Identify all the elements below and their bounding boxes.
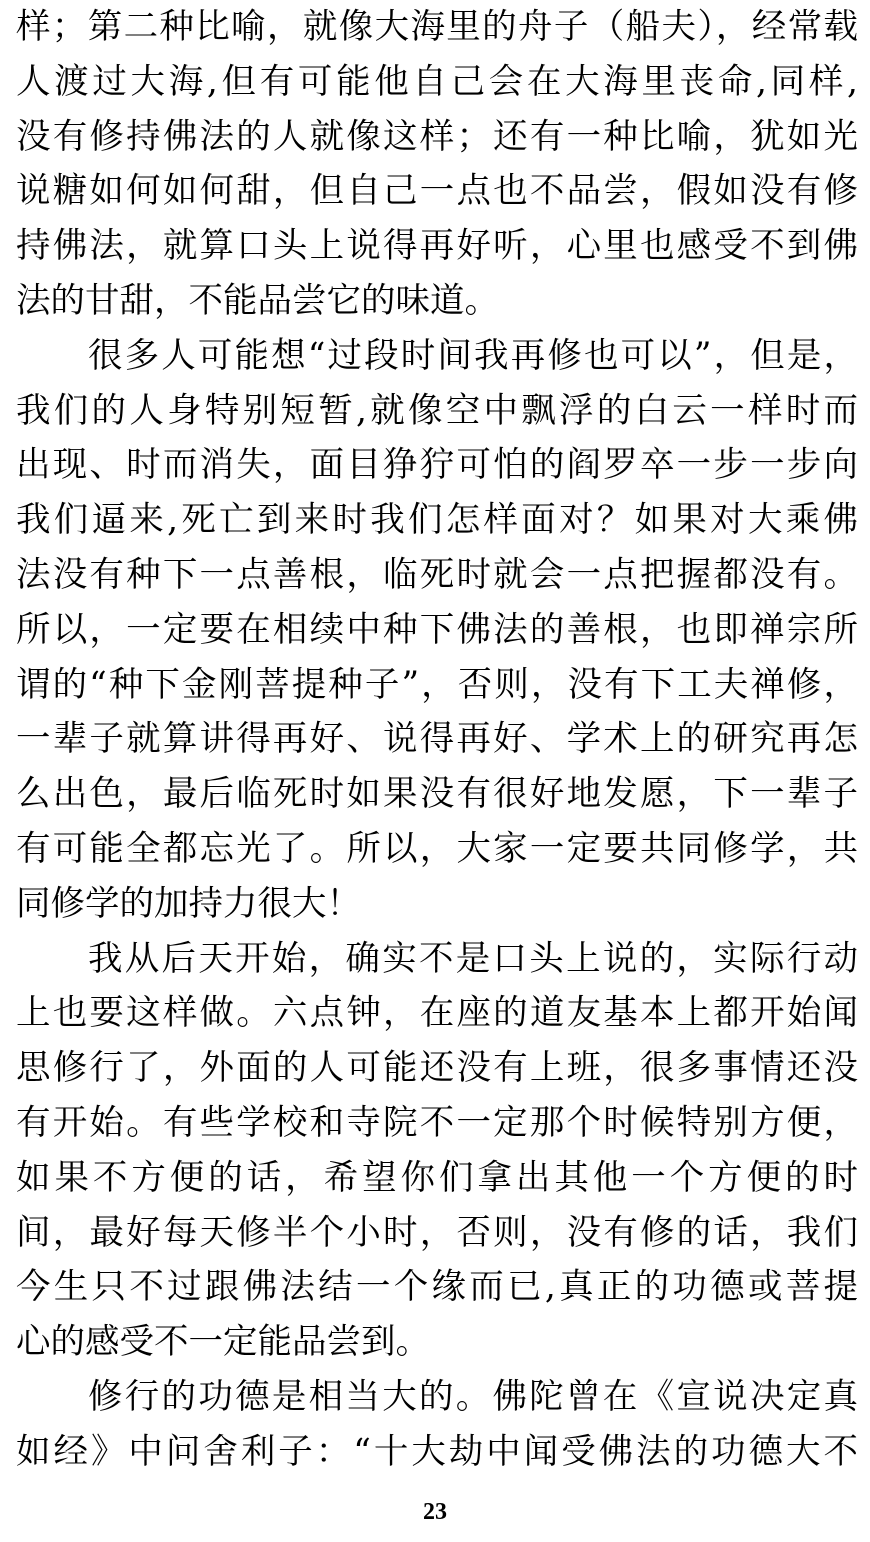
paragraph-first-line: 很多人可能想“过段时间我再修也可以”，但是， [88,335,858,376]
text-line: 有可能全都忘光了。所以，大家一定要共同修学，共 [16,828,858,869]
paragraph-first-line: 修行的功德是相当大的。佛陀曾在《宣说决定真 [88,1376,858,1417]
text-line: 持佛法，就算口头上说得再好听，心里也感受不到佛 [16,226,858,267]
text-line: 法没有种下一点善根，临死时就会一点把握都没有。 [16,554,858,595]
text-line: 如果不方便的话，希望你们拿出其他一个方便的时 [16,1157,858,1198]
text-line: 所以，一定要在相续中种下佛法的善根，也即禅宗所 [16,609,858,650]
text-line: 同修学的加持力很大！ [16,883,361,924]
text-line: 心的感受不一定能品尝到。 [16,1322,430,1363]
text-line: 没有修持佛法的人就像这样；还有一种比喻，犹如光 [16,116,858,157]
text-line: 上也要这样做。六点钟，在座的道友基本上都开始闻 [16,993,858,1034]
text-line: 样；第二种比喻，就像大海里的舟子（船夫），经常载 [16,7,858,47]
text-line: 人渡过大海,但有可能他自己会在大海里丧命,同样, [16,61,858,102]
text-line: 今生只不过跟佛法结一个缘而已,真正的功德或菩提 [16,1267,858,1308]
text-line: 我们的人身特别短暂,就像空中飘浮的白云一样时而 [16,390,858,431]
page-number: 23 [423,1499,447,1525]
document-body [16,0,858,1480]
text-line: 有开始。有些学校和寺院不一定那个时候特别方便， [16,1102,858,1143]
text-line: 法的甘甜，不能品尝它的味道。 [16,280,499,321]
text-line: 谓的“种下金刚菩提种子”，否则，没有下工夫禅修， [16,664,858,705]
text-line: 一辈子就算讲得再好、说得再好、学术上的研究再怎 [16,719,858,760]
text-line: 如经》中问舍利子：“十大劫中闻受佛法的功德大不 [16,1431,858,1472]
text-line: 出现、时而消失，面目狰狞可怕的阎罗卒一步一步向 [16,445,858,486]
text-line: 间，最好每天修半个小时，否则，没有修的话，我们 [16,1212,858,1253]
text-line: 思修行了，外面的人可能还没有上班，很多事情还没 [16,1048,858,1089]
text-line: 我们逼来,死亡到来时我们怎样面对？如果对大乘佛 [16,500,858,541]
paragraph-first-line: 我从后天开始，确实不是口头上说的，实际行动 [88,938,858,979]
text-line: 说糖如何如何甜，但自己一点也不品尝，假如没有修 [16,171,858,212]
text-line: 么出色，最后临死时如果没有很好地发愿，下一辈子 [16,774,858,815]
